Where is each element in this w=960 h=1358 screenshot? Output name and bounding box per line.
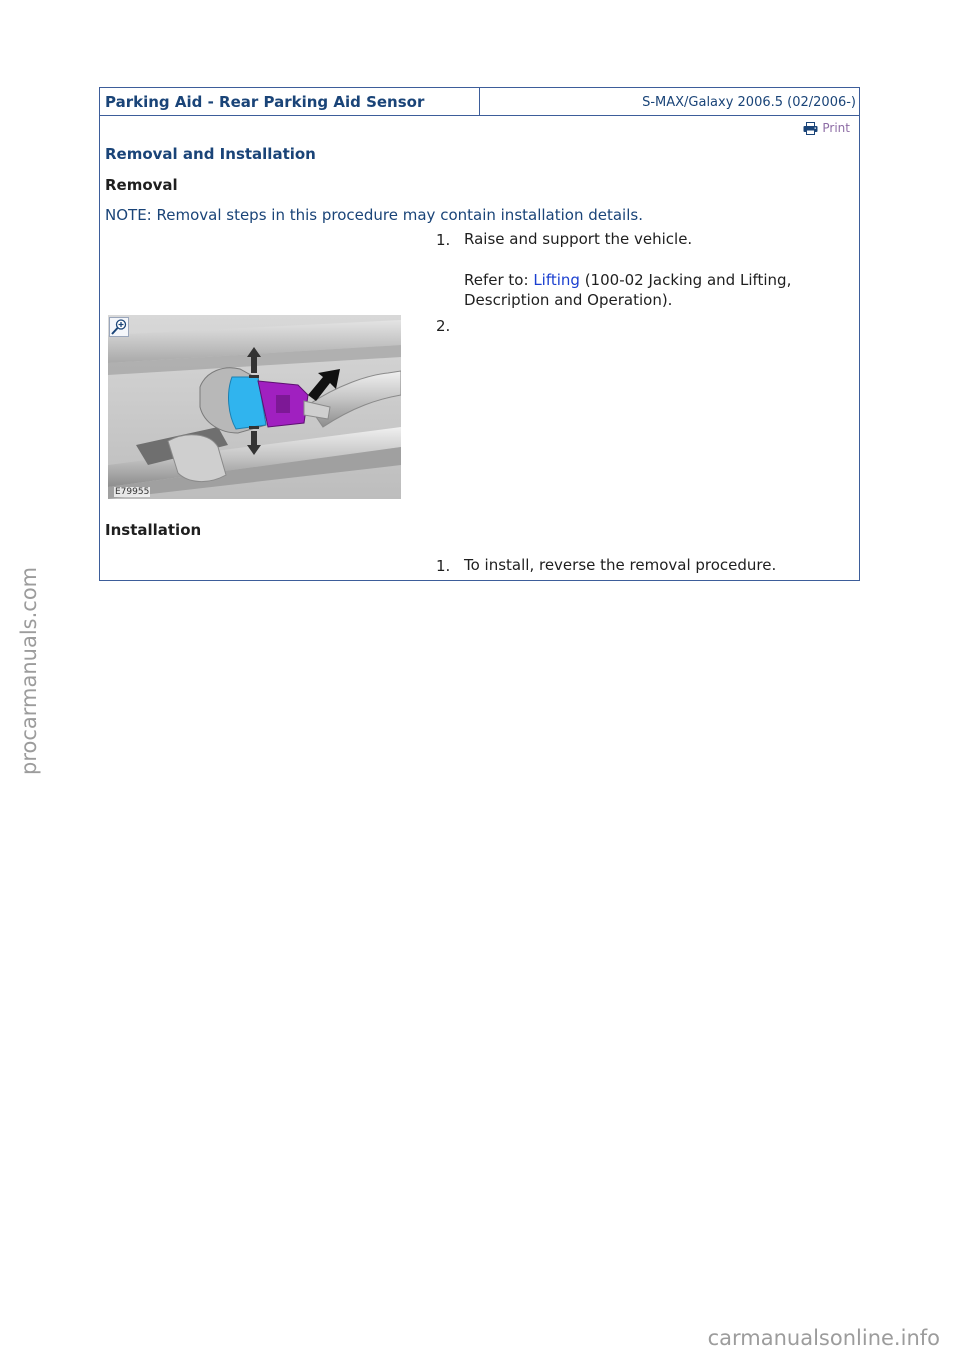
figure-label: E79955 [115, 487, 150, 497]
side-watermark: procarmanuals.com [17, 566, 41, 775]
procedure-title: Parking Aid - Rear Parking Aid Sensor [105, 93, 425, 111]
zoom-in-icon[interactable] [109, 317, 129, 337]
removal-heading: Removal [105, 176, 178, 194]
installation-heading: Installation [105, 521, 202, 539]
print-button[interactable] [803, 121, 850, 135]
refer-suffix: (100-02 Jacking and Lifting, [579, 271, 792, 289]
removal-step-1-reference [464, 270, 791, 310]
removal-step-1-number: 1. [436, 231, 451, 249]
sensor-illustration[interactable] [108, 315, 401, 499]
removal-step-2-number: 2. [436, 317, 451, 335]
refer-prefix: Refer to: [464, 271, 534, 289]
header-divider [479, 88, 480, 115]
vehicle-model: S-MAX/Galaxy 2006.5 (02/2006-) [642, 95, 856, 110]
bottom-watermark: carmanualsonline.info [707, 1326, 940, 1350]
sensor-drawing [108, 315, 401, 499]
removal-step-1-text: Raise and support the vehicle. [464, 230, 693, 248]
section-title: Removal and Installation [105, 145, 316, 163]
lifting-link[interactable]: Lifting [533, 271, 580, 289]
procedure-header [100, 88, 859, 116]
printer-icon [803, 122, 818, 135]
installation-step-1-text: To install, reverse the removal procedure. [464, 556, 777, 574]
procedure-panel [99, 87, 860, 581]
installation-step-1-number: 1. [436, 557, 451, 575]
removal-note: NOTE: Removal steps in this procedure may contain installation details. [105, 206, 643, 224]
print-label: Print [822, 121, 850, 135]
refer-line-2: Description and Operation). [464, 291, 673, 309]
